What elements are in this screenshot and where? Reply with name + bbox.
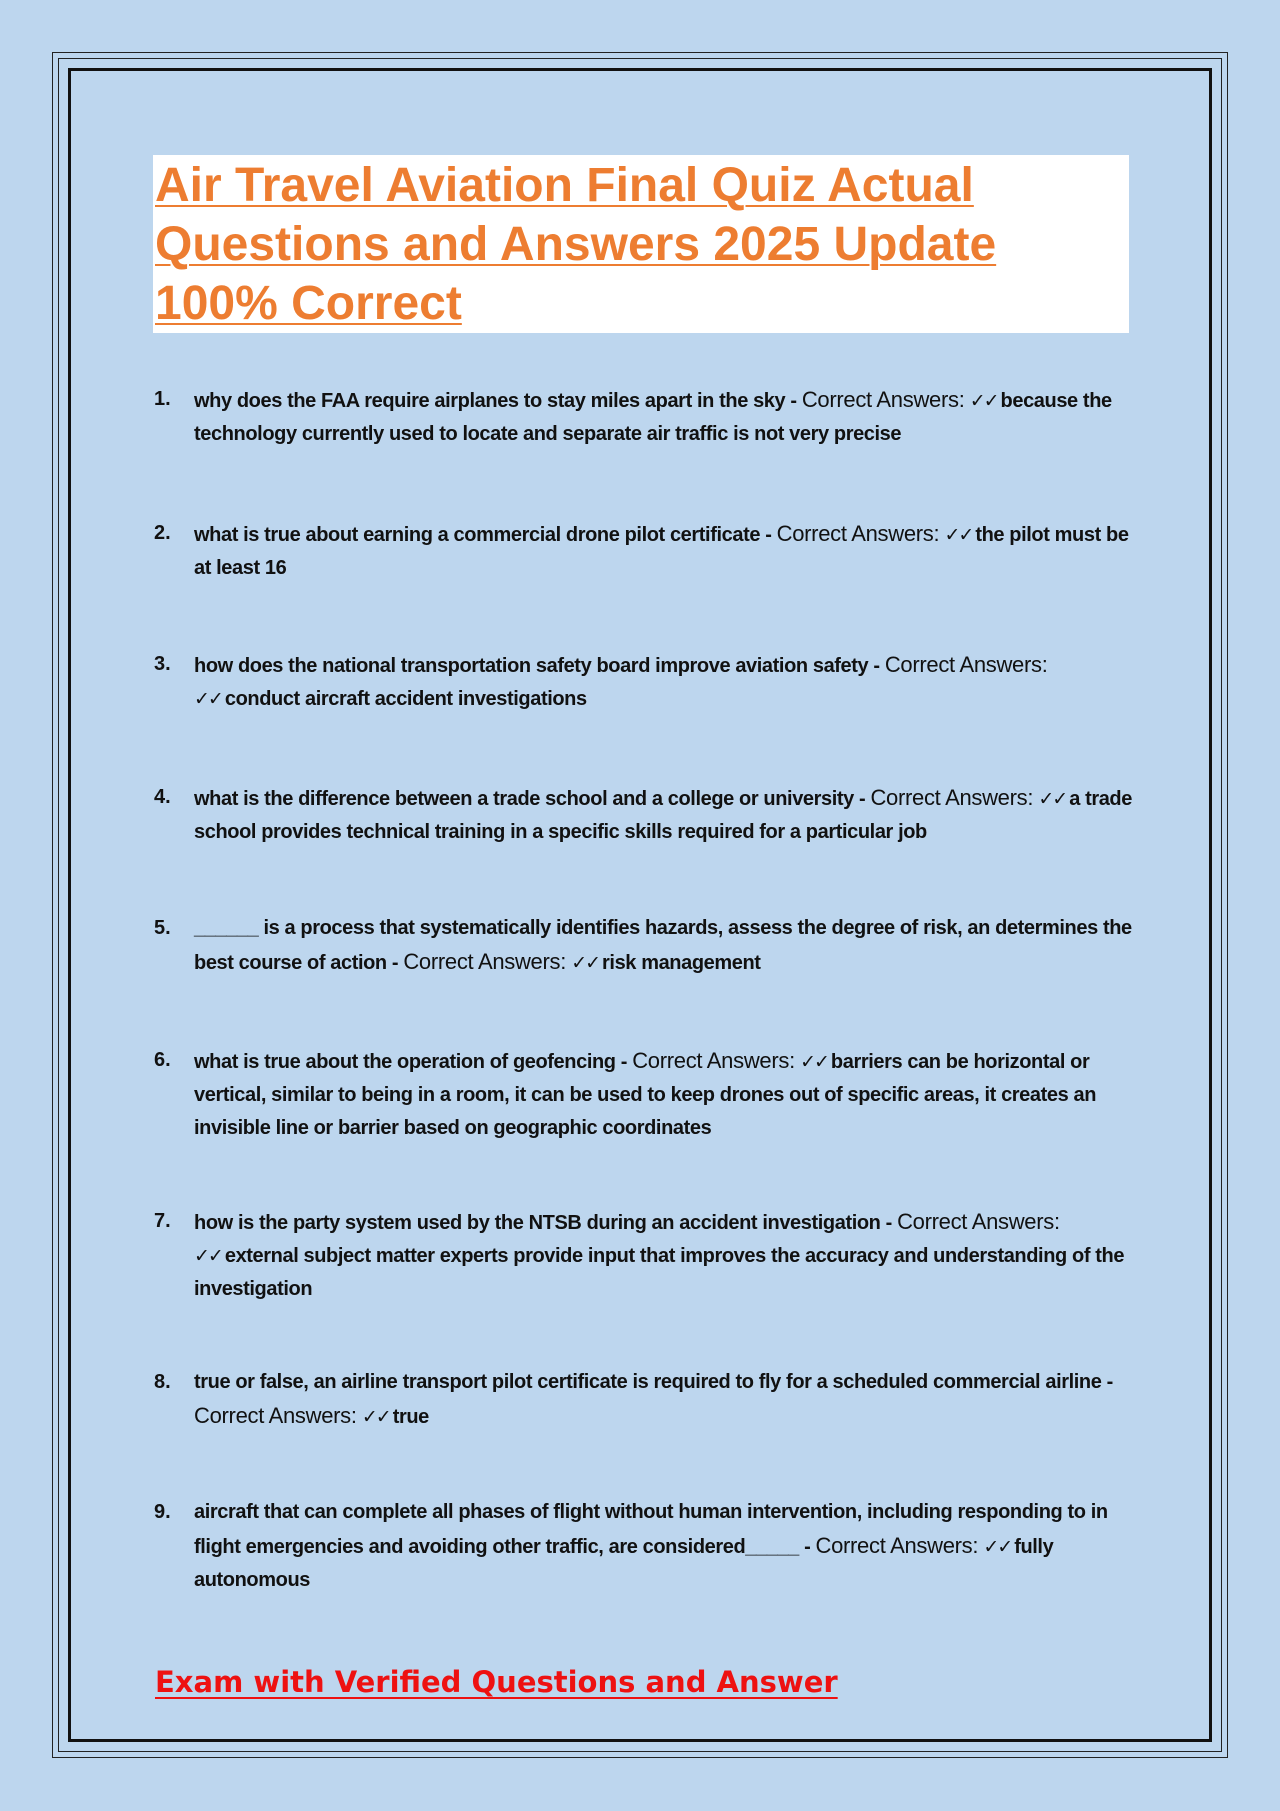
question-item [154,517,1134,585]
question-number: 9. [154,1501,171,1523]
question-item [154,648,1134,716]
correct-answers-label: Correct Answers: [403,949,567,974]
check-mark-icon: ✓✓ [983,1536,1012,1558]
question-number: 4. [154,786,171,808]
document-title: Air Travel Aviation Final Quiz Actual Questions and Answers 2025 Update 100% Correct [155,159,997,330]
answer-text: fully autonomous [194,1536,1054,1591]
question-number: 1. [154,388,171,410]
correct-answers-label: Correct Answers: [884,652,1048,677]
answer-text: conduct aircraft accident investigations [224,688,587,710]
question-text: what is true about the operation of geofencing - [194,1051,633,1073]
question-item [154,1496,1134,1597]
question-text: why does the FAA require airplanes to stay miles apart in the sky - [194,390,802,412]
question-number: 8. [154,1371,171,1393]
answer-text: risk management [602,952,761,974]
question-item [154,781,1134,849]
question-number: 7. [154,1210,171,1232]
question-item [154,912,1134,980]
question-body [194,383,1134,451]
question-number: 6. [154,1049,171,1071]
check-mark-icon: ✓✓ [361,1406,390,1428]
question-number: 3. [154,653,171,675]
check-mark-icon: ✓✓ [969,390,998,412]
question-text: what is true about earning a commercial drone pilot certificate - [194,524,777,546]
question-text: how does the national transportation safety board improve aviation safety - [194,655,885,677]
question-body [194,517,1134,585]
correct-answers-label: Correct Answers: [870,785,1034,810]
question-body [194,648,1134,716]
question-body [194,781,1134,849]
question-number: 5. [154,917,171,939]
question-text: ______ is a process that systematically identifies hazards, assess the degree of risk, an determines the best course of action - [194,917,1132,974]
question-text: aircraft that can complete all phases of flight without human intervention, including responding to in flight emergencies and avoiding other traffic, are considered_____ - [194,1501,1108,1558]
question-item [154,1044,1134,1145]
question-item [154,1205,1134,1306]
footer-text: Exam with Verified Questions and Answer [155,1665,838,1699]
check-mark-icon: ✓✓ [1038,788,1067,810]
check-mark-icon: ✓✓ [194,1245,222,1267]
correct-answers-label: Correct Answers: [801,387,965,412]
answer-text: because the technology currently used to locate and separate air traffic is not very precise [194,390,1112,445]
question-number: 2. [154,522,171,544]
answer-text: external subject matter experts provide input that improves the accuracy and understanding of the investigation [194,1245,1125,1300]
question-body [194,1366,1134,1434]
question-text: what is the difference between a trade school and a college or university - [194,788,871,810]
check-mark-icon: ✓✓ [571,952,600,974]
question-body [194,912,1134,980]
correct-answers-label: Correct Answers: [815,1533,979,1558]
correct-answers-label: Correct Answers: [897,1209,1060,1234]
answer-text: the pilot must be at least 16 [194,524,1129,579]
check-mark-icon: ✓✓ [194,688,222,710]
answer-text: barriers can be horizontal or vertical, similar to being in a room, it can be used to keep drones out of specific areas, it creates an invisible line or barrier based on geographic coordinates [194,1051,1097,1139]
check-mark-icon: ✓✓ [800,1051,828,1073]
correct-answers-label: Correct Answers: [194,1403,357,1428]
question-text: how is the party system used by the NTSB during an accident investigation - [194,1212,898,1234]
question-item [154,1366,1134,1434]
question-body [194,1044,1134,1145]
answer-text: true [392,1406,429,1428]
correct-answers-label: Correct Answers: [632,1048,795,1073]
question-body [194,1205,1134,1306]
question-item [154,383,1134,451]
correct-answers-label: Correct Answers: [776,521,940,546]
question-body [194,1496,1134,1597]
check-mark-icon: ✓✓ [944,524,973,546]
answer-text: a trade school provides technical training in a specific skills required for a particular job [194,788,1132,843]
question-text: true or false, an airline transport pilot certificate is required to fly for a scheduled commercial airline - [194,1371,1113,1393]
